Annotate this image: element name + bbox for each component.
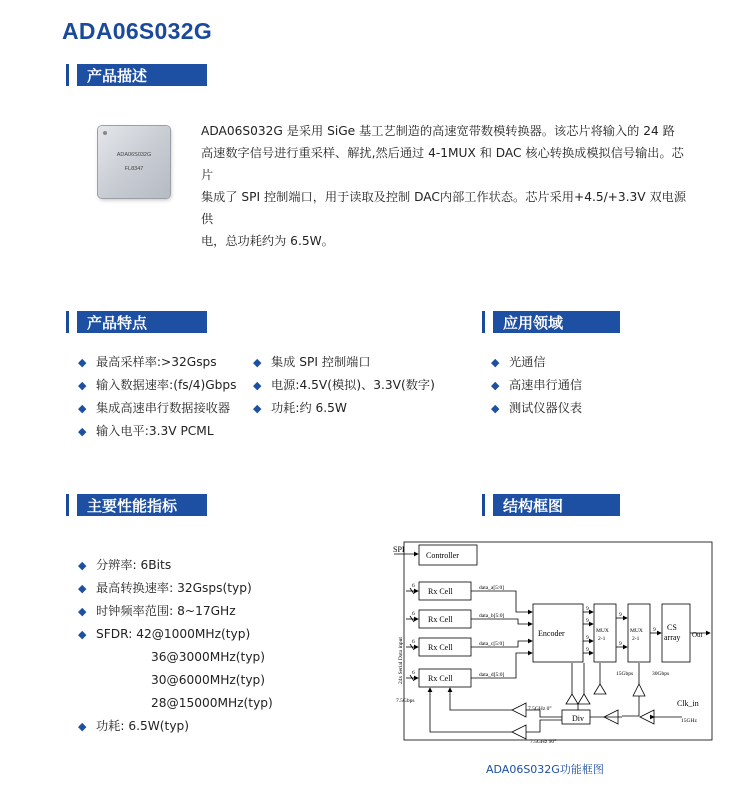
section-header-features xyxy=(66,311,207,333)
encoder-label: Encoder xyxy=(538,629,565,638)
section-header-diagram xyxy=(482,494,620,516)
clk-in-label: Clk_in xyxy=(677,699,699,708)
bus-width-label: 6 xyxy=(412,639,415,645)
list-item-continuation: 28@15000MHz(typ) xyxy=(151,696,273,710)
block-diagram xyxy=(390,534,720,746)
spi-label: SPI xyxy=(393,545,405,554)
list-item: ◆ 集成 SPI 控制端口 xyxy=(253,351,435,374)
diamond-bullet-icon: ◆ xyxy=(78,425,87,438)
section-title: 应用领域 xyxy=(493,311,620,333)
list-item: ◆ 分辨率: 6Bits xyxy=(78,554,273,577)
bus-width-label: 6 xyxy=(412,670,415,676)
clock-0-label: 7.5GHz 0° xyxy=(528,706,552,712)
description-line: ADA06S032G 是采用 SiGe 基工艺制造的高速宽带数模转换器。该芯片将输入的 24 路 xyxy=(201,124,675,138)
section-header-description xyxy=(66,64,207,86)
data-bus-label: data_b[5:0] xyxy=(479,613,505,619)
bus-width-label: 9 xyxy=(586,606,589,612)
diamond-bullet-icon: ◆ xyxy=(78,720,87,733)
features-list-left xyxy=(78,351,237,443)
diamond-bullet-icon: ◆ xyxy=(253,379,262,392)
rate-label-15g: 15Gbps xyxy=(616,671,634,677)
bus-width-label: 9 xyxy=(653,627,656,633)
out-label: Out xyxy=(692,631,703,639)
diamond-bullet-icon: ◆ xyxy=(78,582,87,595)
chip-marking-lot: FL8347 xyxy=(124,166,144,172)
list-item: ◆ 功耗: 6.5W(typ) xyxy=(78,715,273,738)
array-label: array xyxy=(664,633,681,642)
list-item: ◆ 高速串行通信 xyxy=(491,374,582,397)
mux-label: MUX xyxy=(596,628,609,634)
list-item: ◆ 最高转换速率: 32Gsps(typ) xyxy=(78,577,273,600)
list-item: ◆ 测试仪器仪表 xyxy=(491,397,582,420)
list-item: ◆ 时钟频率范围: 8~17GHz xyxy=(78,600,273,623)
diamond-bullet-icon: ◆ xyxy=(78,559,87,572)
description-line: 集成了 SPI 控制端口，用于读取及控制 DAC内部工作状态。芯片采用+4.5/+3.3V 双电源供 xyxy=(201,190,687,226)
list-item-continuation: 36@3000MHz(typ) xyxy=(151,650,266,664)
div-label: Div xyxy=(572,714,584,723)
diamond-bullet-icon: ◆ xyxy=(491,379,500,392)
diamond-bullet-icon: ◆ xyxy=(78,402,87,415)
performance-list xyxy=(78,554,273,738)
list-item: ◆ 功耗:约 6.5W xyxy=(253,397,435,420)
bus-width-label: 6 xyxy=(412,583,415,589)
diamond-bullet-icon: ◆ xyxy=(78,605,87,618)
section-title: 产品描述 xyxy=(77,64,207,86)
diamond-bullet-icon: ◆ xyxy=(78,379,87,392)
bus-width-label: 9 xyxy=(586,635,589,641)
bus-width-label: 6 xyxy=(412,611,415,617)
list-item: ◆ 最高采样率:>32Gsps xyxy=(78,351,237,374)
mux-ratio-label: 2-1 xyxy=(632,636,640,642)
list-item-continuation: 30@6000MHz(typ) xyxy=(151,673,266,687)
page-title: ADA06S032G xyxy=(62,18,213,44)
bus-width-label: 9 xyxy=(619,612,622,618)
diamond-bullet-icon: ◆ xyxy=(253,356,262,369)
diamond-bullet-icon: ◆ xyxy=(491,402,500,415)
list-item: ◆ 集成高速串行数据接收器 xyxy=(78,397,237,420)
section-title: 产品特点 xyxy=(77,311,207,333)
section-accent-bar xyxy=(66,494,69,516)
data-bus-label: data_a[5:0] xyxy=(479,585,505,591)
section-header-applications xyxy=(482,311,620,333)
mux-ratio-label: 2-1 xyxy=(598,636,606,642)
list-item: ◆ SFDR: 42@1000MHz(typ) xyxy=(78,623,273,646)
section-accent-bar xyxy=(66,311,69,333)
clock-90-label: 7.5GHz 90° xyxy=(530,739,557,745)
pin1-marker xyxy=(103,131,107,135)
diamond-bullet-icon: ◆ xyxy=(253,402,262,415)
cs-label: CS xyxy=(667,623,677,632)
list-item: ◆ 输入数据速率:(fs/4)Gbps xyxy=(78,374,237,397)
rx-cell-label: Rx Cell xyxy=(428,615,453,624)
mux-label: MUX xyxy=(630,628,643,634)
rate-label-7g5: 7.5Gbps xyxy=(396,698,415,704)
rx-cell-label: Rx Cell xyxy=(428,643,453,652)
controller-label: Controller xyxy=(426,551,459,560)
bus-width-label: 9 xyxy=(586,618,589,624)
product-description xyxy=(201,120,691,252)
list-item: ◆ 输入电平:3.3V PCML xyxy=(78,420,237,443)
applications-list xyxy=(491,351,582,420)
section-accent-bar xyxy=(66,64,69,86)
description-line: 电，总功耗约为 6.5W。 xyxy=(201,234,334,248)
section-title: 结构框图 xyxy=(493,494,620,516)
description-line: 高速数字信号进行重采样、解扰,然后通过 4-1MUX 和 DAC 核心转换成模拟信号输出。芯片 xyxy=(201,146,684,182)
features-list-right xyxy=(253,351,435,420)
diagram-caption: ADA06S032G功能框图 xyxy=(486,763,604,776)
rx-cell-label: Rx Cell xyxy=(428,674,453,683)
list-item: ◆ 电源:4.5V(模拟)、3.3V(数字) xyxy=(253,374,435,397)
section-accent-bar xyxy=(482,494,485,516)
section-header-performance xyxy=(66,494,207,516)
data-bus-label: data_c[5:0] xyxy=(479,641,505,647)
serial-input-label: 24x Serial Data input xyxy=(398,637,404,684)
diamond-bullet-icon: ◆ xyxy=(78,356,87,369)
rx-cell-label: Rx Cell xyxy=(428,587,453,596)
chip-photo xyxy=(98,126,170,198)
diamond-bullet-icon: ◆ xyxy=(78,628,87,641)
data-bus-label: data_d[5:0] xyxy=(479,672,505,678)
clk-freq-label: 15GHz xyxy=(681,718,697,724)
diamond-bullet-icon: ◆ xyxy=(491,356,500,369)
section-accent-bar xyxy=(482,311,485,333)
list-item: ◆ 光通信 xyxy=(491,351,582,374)
chip-marking-part: ADA06S032G xyxy=(116,152,152,158)
bus-width-label: 9 xyxy=(586,647,589,653)
bus-width-label: 9 xyxy=(619,641,622,647)
rate-label-30g: 30Gbps xyxy=(652,671,670,677)
section-title: 主要性能指标 xyxy=(77,494,207,516)
